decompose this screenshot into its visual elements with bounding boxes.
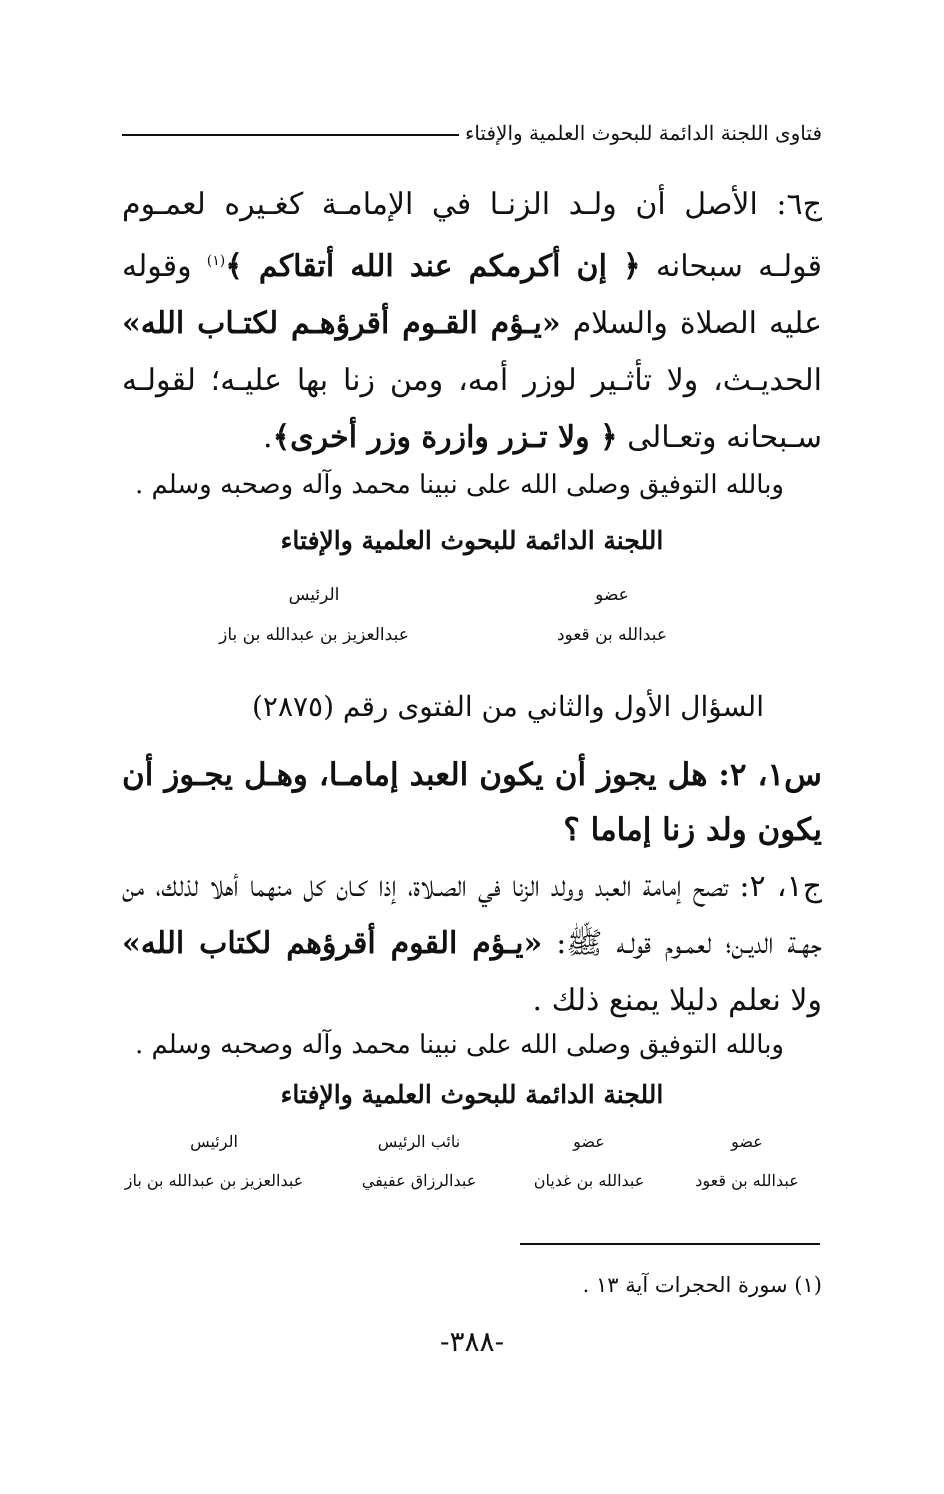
fatwa2-question: س١، ٢: هل يجوز أن يكون العبد إمامـا، وهـل يجـوز أن يكون ولد زنا إماما ؟ [122, 757, 822, 848]
fatwa1-answer [122, 176, 822, 466]
fatwa1-answer-end: . [263, 420, 273, 455]
signatory-role: الرئيس [288, 585, 340, 605]
fatwa2-committee: اللجنة الدائمة للبحوث العلمية والإفتاء [280, 1080, 664, 1109]
fatwa1-closing: وبالله التوفيق وصلى الله على نبينا محمد وآله وصحبه وسلم . [134, 470, 784, 500]
signatory-name: عبدالعزيز بن عبدالله بن باز [219, 625, 409, 645]
running-title: فتاوى اللجنة الدائمة للبحوث العلمية والإفتاء [464, 121, 822, 145]
signatory-role: عضو [595, 585, 629, 605]
fatwa1-signatory-member [512, 585, 712, 645]
fatwa2-answer-text-2: ولا نعلم دليلا يمنع ذلك . [532, 983, 822, 1018]
signatory-name: عبدالله بن قعود [556, 625, 667, 645]
signatory-name: عبدالعزيز بن عبدالله بن باز [124, 1171, 304, 1190]
fatwa2-signatory-3 [344, 1132, 494, 1190]
fatwa1-committee: اللجنة الدائمة للبحوث العلمية والإفتاء [280, 526, 664, 555]
quran-quote-1: ﴿ إن أكرمكم عند الله أتقاكم ﴾ [225, 249, 641, 284]
fatwa2-closing: وبالله التوفيق وصلى الله على نبينا محمد وآله وصحبه وسلم . [134, 1030, 784, 1060]
header-rule [122, 134, 459, 136]
footnote-separator [520, 1243, 820, 1245]
fatwa2-signatory-1 [672, 1132, 822, 1190]
fatwa1-signatory-president [184, 585, 444, 645]
hadith-quote-1: «يـؤم القـوم أقرؤهـم لكتـاب الله» [122, 306, 561, 341]
signatory-role: عضو [731, 1132, 763, 1151]
signatory-name: عبدالله بن قعود [695, 1171, 799, 1190]
page-number: -٣٨٨- [439, 1325, 505, 1358]
signatory-role: الرئيس [190, 1132, 238, 1151]
signatory-role: نائب الرئيس [377, 1132, 461, 1151]
fatwa1-answer-text-2: وقوله عليه الصلاة والسلام [122, 249, 823, 341]
fatwa2-answer [122, 858, 822, 1029]
signatory-role: عضو [573, 1132, 605, 1151]
fatwa2-signatory-4 [104, 1132, 324, 1190]
footnote-ref: (١) [206, 253, 226, 269]
fatwa2-signatory-2 [514, 1132, 664, 1190]
fatwa2-heading: السؤال الأول والثاني من الفتوى رقم (٢٨٧٥) [251, 690, 764, 723]
fatwa1-answer-text-3: الحديـث، ولا تأثـير لوزر أمه، ومن زنا بها عليـه؛ لقولـه سـبحانه وتعـالى [122, 363, 822, 455]
signatory-name: عبدالرزاق عفيفي [361, 1171, 477, 1190]
quran-quote-2: ﴿ ولا تـزر وازرة وزر أخرى﴾ [272, 420, 618, 455]
footnote: (١) سورة الحجرات آية ١٣ . [582, 1273, 822, 1297]
fatwa2-answer-text-1: ج١، ٢: تصح إمامة العبد وولد الزنا في الصـلاة، إذا كـان كل منهما أهلا لذلك، من جهـة الديـن؛ لعمـوم قولـه ﷺ: [122, 869, 822, 961]
running-header [122, 118, 822, 148]
fatwa1-answer-text-1: ج٦: الأصل أن ولـد الزنـا في الإمامـة كغـيره لعمـوم قولـه سبحانه [122, 187, 822, 284]
signatory-name: عبدالله بن غديان [533, 1171, 645, 1190]
hadith-quote-2: «يـؤم القوم أقرؤهم لكتاب الله» [122, 926, 543, 961]
